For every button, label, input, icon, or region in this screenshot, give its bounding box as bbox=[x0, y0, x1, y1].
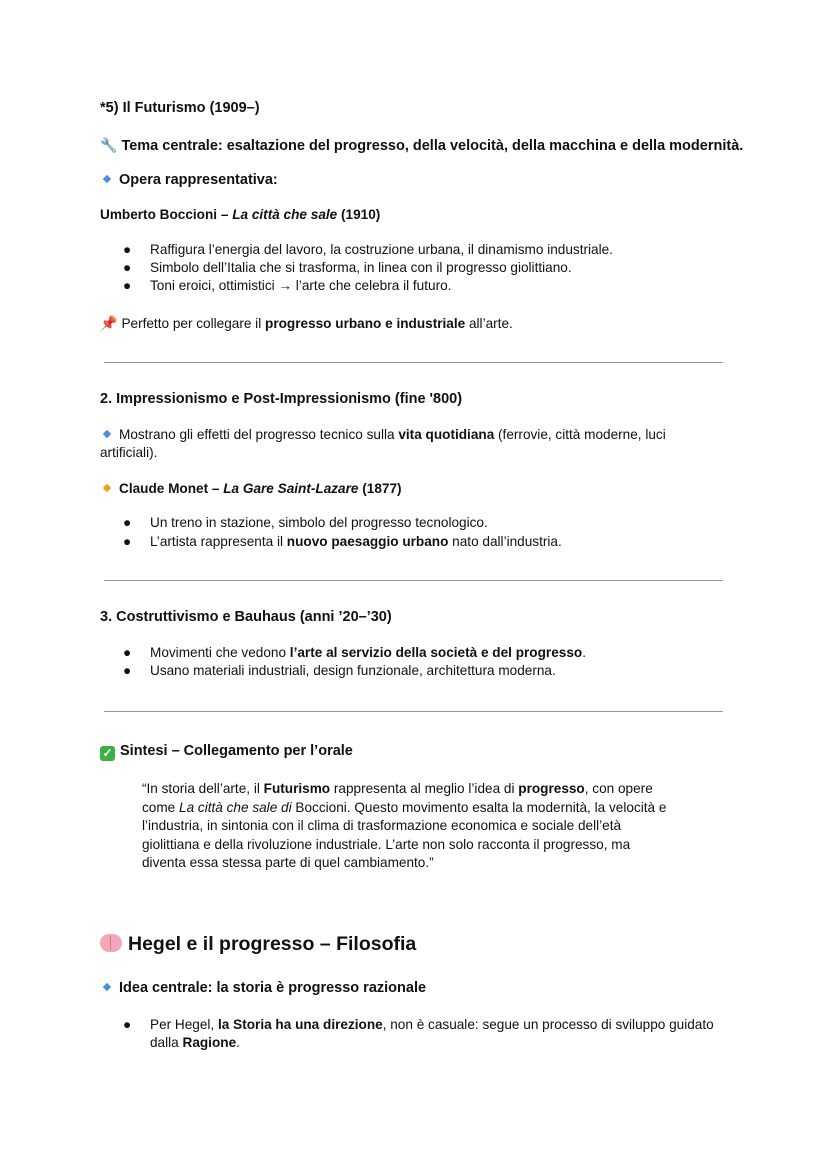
quote-line: giolittiana e della rivoluzione industriale. L’arte non solo racconta il progresso, ma bbox=[142, 836, 631, 852]
quote-line: l’industria, in sintonia con il clima di trasformazione economica e sociale dell’età bbox=[142, 818, 622, 833]
opera-heading: Opera rappresentativa: bbox=[104, 172, 278, 188]
divider bbox=[104, 711, 723, 712]
section-title-hegel: Hegel e il progresso – Filosofia bbox=[100, 933, 416, 956]
divider bbox=[104, 580, 723, 581]
section-title-sintesi: ✓ Sintesi – Collegamento per l’orale bbox=[100, 743, 353, 761]
quote-line: diventa essa stessa parte di quel cambiamento.” bbox=[142, 855, 434, 870]
artwork-line-monet: Claude Monet – La Gare Saint-Lazare (1877) bbox=[104, 480, 402, 499]
blue-diamond-icon bbox=[103, 175, 111, 183]
divider bbox=[104, 362, 723, 363]
bullet-icon: ● bbox=[123, 515, 132, 530]
section-title-futurismo: *5) Il Futurismo (1909–) bbox=[100, 100, 260, 116]
bullet-icon: ● bbox=[123, 278, 132, 293]
impressionismo-intro-line2: artificiali). bbox=[100, 445, 158, 460]
quote-line: “In storia dell’arte, il Futurismo rappresenta al meglio l’idea di progresso, con opere bbox=[142, 781, 653, 796]
hegel-idea: Idea centrale: la storia è progresso razionale bbox=[104, 980, 426, 996]
bullet-icon: ● bbox=[123, 534, 132, 549]
brain-icon bbox=[100, 934, 122, 952]
tema-centrale: 🔧 Tema centrale: esaltazione del progresso, della velocità, della macchina e della modernità. bbox=[100, 137, 744, 154]
artwork-line-boccioni: Umberto Boccioni – La città che sale (1910) bbox=[100, 207, 381, 222]
bullet-icon: ● bbox=[123, 663, 132, 678]
section-title-costruttivismo: 3. Costruttivismo e Bauhaus (anni ’20–’30) bbox=[100, 609, 392, 625]
orange-diamond-icon bbox=[103, 484, 111, 492]
blue-diamond-icon bbox=[103, 430, 111, 438]
wrench-icon: 🔧 bbox=[100, 137, 118, 153]
quote-line: come La città che sale di Boccioni. Questo movimento esalta la modernità, la velocità e bbox=[142, 799, 667, 815]
check-mark-icon: ✓ bbox=[100, 746, 115, 761]
note-line: 📌 Perfetto per collegare il progresso urbano e industriale all’arte. bbox=[100, 315, 513, 331]
section-title-impressionismo: 2. Impressionismo e Post-Impressionismo (fine '800) bbox=[100, 391, 463, 407]
sintesi-quote bbox=[142, 780, 666, 873]
impressionismo-intro: Mostrano gli effetti del progresso tecnico sulla vita quotidiana (ferrovie, città moderne, luci bbox=[104, 426, 666, 445]
bullet-icon: ● bbox=[123, 645, 132, 660]
bullet-icon: ● bbox=[123, 242, 132, 257]
bullet-icon: ● bbox=[123, 260, 132, 275]
bullet-icon: ● bbox=[123, 1017, 132, 1032]
pushpin-icon: 📌 bbox=[100, 315, 118, 331]
blue-diamond-icon bbox=[103, 983, 111, 991]
